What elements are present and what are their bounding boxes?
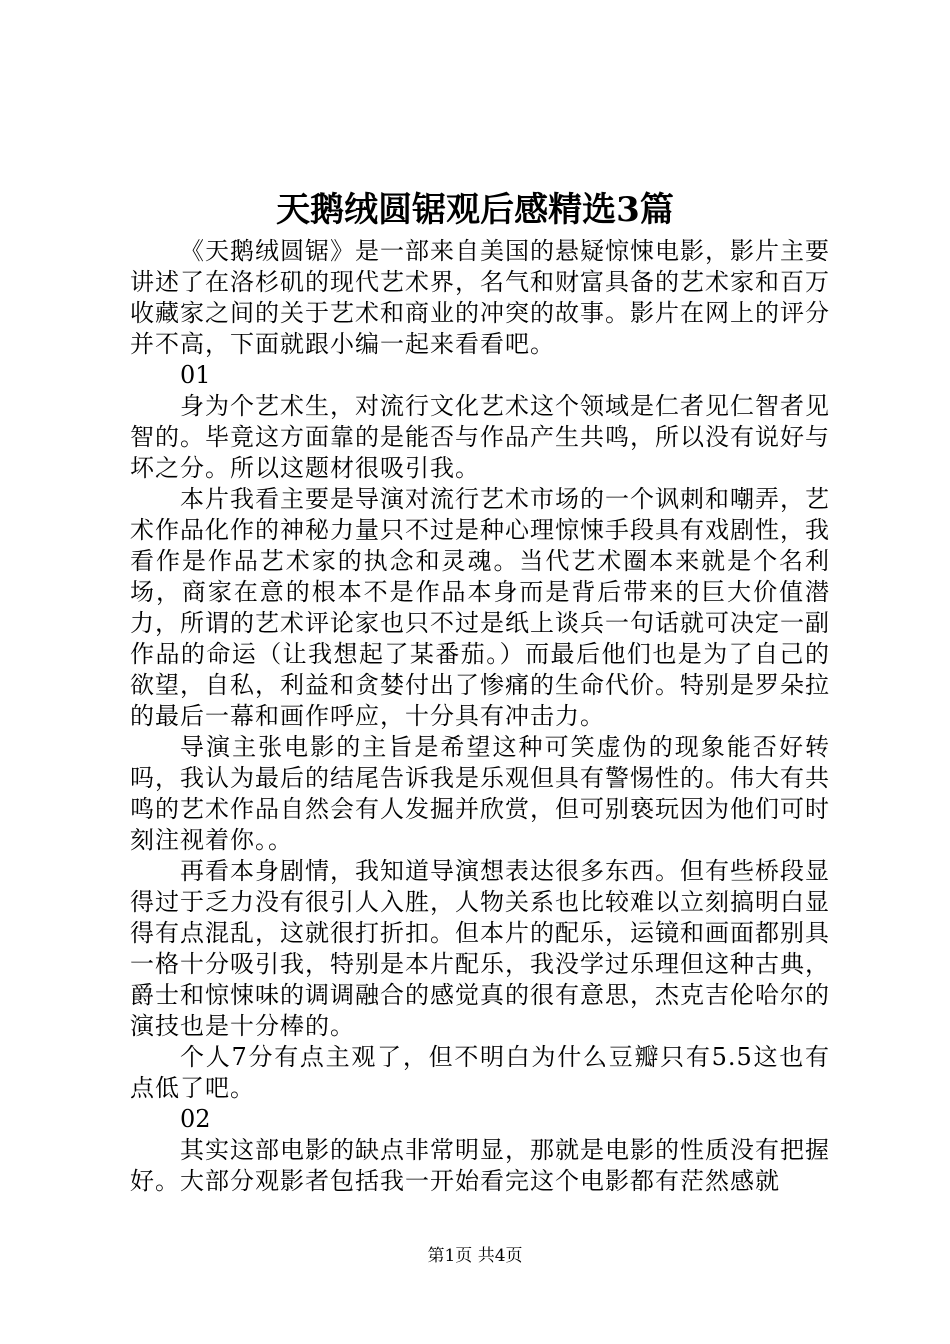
paragraph: 身为个艺术生，对流行文化艺术这个领域是仁者见仁智者见智的。毕竟这方面靠的是能否与作品产生共鸣，所以没有说好与坏之分。所以这题材很吸引我。 <box>130 392 830 482</box>
document-title: 天鹅绒圆锯观后感精选3篇 <box>276 190 674 230</box>
paragraph: 再看本身剧情，我知道导演想表达很多东西。但有些桥段显得过于乏力没有很引人入胜，人物关系也比较难以立刻搞明白显得有点混乱，这就很打折扣。但本片的配乐，运镜和画面都别具一格十分吸引我，特别是本片配乐，我没学过乐理但这种古典，爵士和惊悚味的调调融合的感觉真的很有意思，杰克吉伦哈尔的演技也是十分棒的。 <box>130 857 830 1040</box>
section-number-01: 01 <box>180 361 211 389</box>
page-footer: 第1页 共4页 <box>427 1246 523 1266</box>
paragraph: 导演主张电影的主旨是希望这种可笑虚伪的现象能否好转吗，我认为最后的结尾告诉我是乐观但具有警惕性的。伟大有共鸣的艺术作品自然会有人发掘并欣赏，但可别亵玩因为他们可时刻注视着你。。 <box>130 733 830 854</box>
section-number-02: 02 <box>180 1105 211 1133</box>
paragraph: 个人7分有点主观了，但不明白为什么豆瓣只有5.5这也有点低了吧。 <box>130 1043 830 1102</box>
paragraph-intro: 《天鹅绒圆锯》是一部来自美国的悬疑惊悚电影，影片主要讲述了在洛杉矶的现代艺术界，名气和财富具备的艺术家和百万收藏家之间的关于艺术和商业的冲突的故事。影片在网上的评分并不高，下面就跟小编一起来看看吧。 <box>130 237 830 358</box>
paragraph: 本片我看主要是导演对流行艺术市场的一个讽刺和嘲弄，艺术作品化作的神秘力量只不过是种心理惊悚手段具有戏剧性，我看作是作品艺术家的执念和灵魂。当代艺术圈本来就是个名利场，商家在意的根本不是作品本身而是背后带来的巨大价值潜力，所谓的艺术评论家也只不过是纸上谈兵一句话就可决定一副作品的命运（让我想起了某番茄。）而最后他们也是为了自己的欲望，自私，利益和贪婪付出了惨痛的生命代价。特别是罗朵拉的最后一幕和画作呼应，十分具有冲击力。 <box>130 485 830 730</box>
paragraph: 其实这部电影的缺点非常明显，那就是电影的性质没有把握好。大部分观影者包括我一开始看完这个电影都有茫然感就 <box>130 1136 830 1195</box>
document-body <box>130 236 830 1197</box>
